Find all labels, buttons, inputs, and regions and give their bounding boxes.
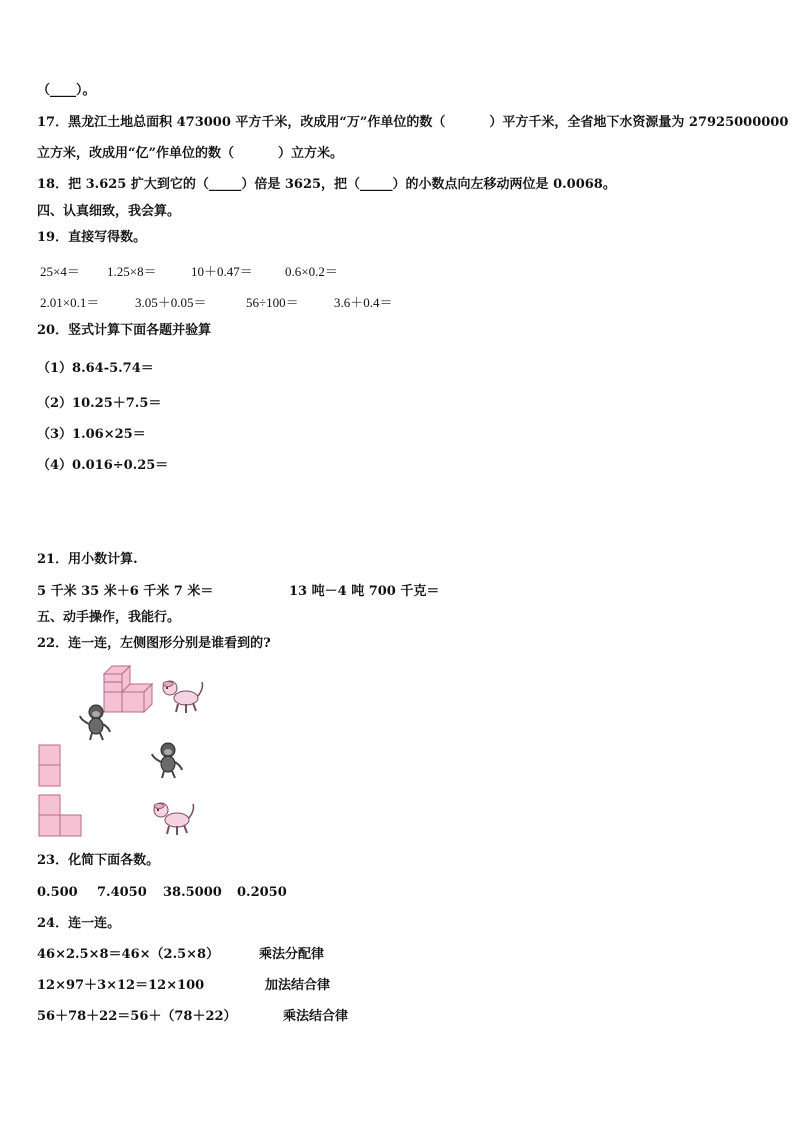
section-5-heading: 五、动手操作，我能行。 <box>37 610 181 625</box>
q17-text-b: ）平方千米，全省地下水资源量为 27925000000 <box>489 115 789 130</box>
q24-expression[interactable]: 46×2.5×8＝46×（2.5×8） <box>37 947 220 962</box>
q20-title: 20．竖式计算下面各题并验算 <box>37 323 212 338</box>
monkey-icon <box>76 702 116 742</box>
dog-icon[interactable] <box>148 798 200 838</box>
section-4-heading: 四、认真细致，我会算。 <box>37 204 181 219</box>
q24-law[interactable]: 乘法结合律 <box>283 1009 349 1024</box>
q17-line1 <box>37 115 788 131</box>
q19-title: 19．直接写得数。 <box>37 230 147 245</box>
q21-left-expr: 5 千米 35 米＋6 千米 7 米＝ <box>37 584 214 599</box>
q19-item: 10＋0.47＝ <box>191 264 253 279</box>
q19-item: 0.6×0.2＝ <box>285 264 338 279</box>
q21-right-expr: 13 吨－4 吨 700 千克＝ <box>289 584 440 599</box>
q22-title: 22．连一连，左侧图形分别是谁看到的? <box>37 636 271 651</box>
q24-law[interactable]: 加法结合律 <box>265 978 331 993</box>
q20-item: （3）1.06×25＝ <box>37 427 146 442</box>
q16-answer-blank[interactable]: （____）。 <box>37 83 96 98</box>
q19-item: 2.01×0.1＝ <box>40 295 100 310</box>
q24-title: 24．连一连。 <box>37 916 121 931</box>
q23-title: 23．化简下面各数。 <box>37 853 160 868</box>
q23-value: 0.500 <box>37 885 78 900</box>
q19-item: 3.05＋0.05＝ <box>135 295 207 310</box>
q17-text-a: 17．黑龙江土地总面积 473000 平方千米，改成用“万”作单位的数（ <box>37 115 446 130</box>
q24-law[interactable]: 乘法分配律 <box>259 947 325 962</box>
q20-item: （1）8.64-5.74＝ <box>37 361 154 376</box>
q17-text-d: ）立方米。 <box>277 146 343 161</box>
dog-icon <box>158 676 208 716</box>
q19-item: 56÷100＝ <box>246 295 299 310</box>
monkey-icon[interactable] <box>148 740 188 780</box>
q23-value: 7.4050 <box>97 885 147 900</box>
q20-item: （2）10.25＋7.5＝ <box>37 396 162 411</box>
q20-item: （4）0.016÷0.25＝ <box>37 458 169 473</box>
q23-value: 38.5000 <box>163 885 222 900</box>
q18-question: 18．把 3.625 扩大到它的（_____）倍是 3625，把（_____）的小数点向左移动两位是 0.0068。 <box>37 177 616 192</box>
q19-item: 3.6＋0.4＝ <box>334 295 393 310</box>
q23-value: 0.2050 <box>237 885 287 900</box>
q17-text-c: 立方米，改成用“亿”作单位的数（ <box>37 146 234 161</box>
q21-title: 21．用小数计算. <box>37 552 138 567</box>
q19-item: 1.25×8＝ <box>107 264 157 279</box>
q17-line2 <box>37 146 343 162</box>
side-view-figure-two-squares[interactable] <box>38 744 62 788</box>
q19-item: 25×4＝ <box>40 264 80 279</box>
q24-expression[interactable]: 12×97＋3×12＝12×100 <box>37 978 205 993</box>
front-view-figure-l-shape[interactable] <box>38 794 84 838</box>
q24-expression[interactable]: 56＋78＋22＝56＋（78＋22） <box>37 1009 237 1024</box>
